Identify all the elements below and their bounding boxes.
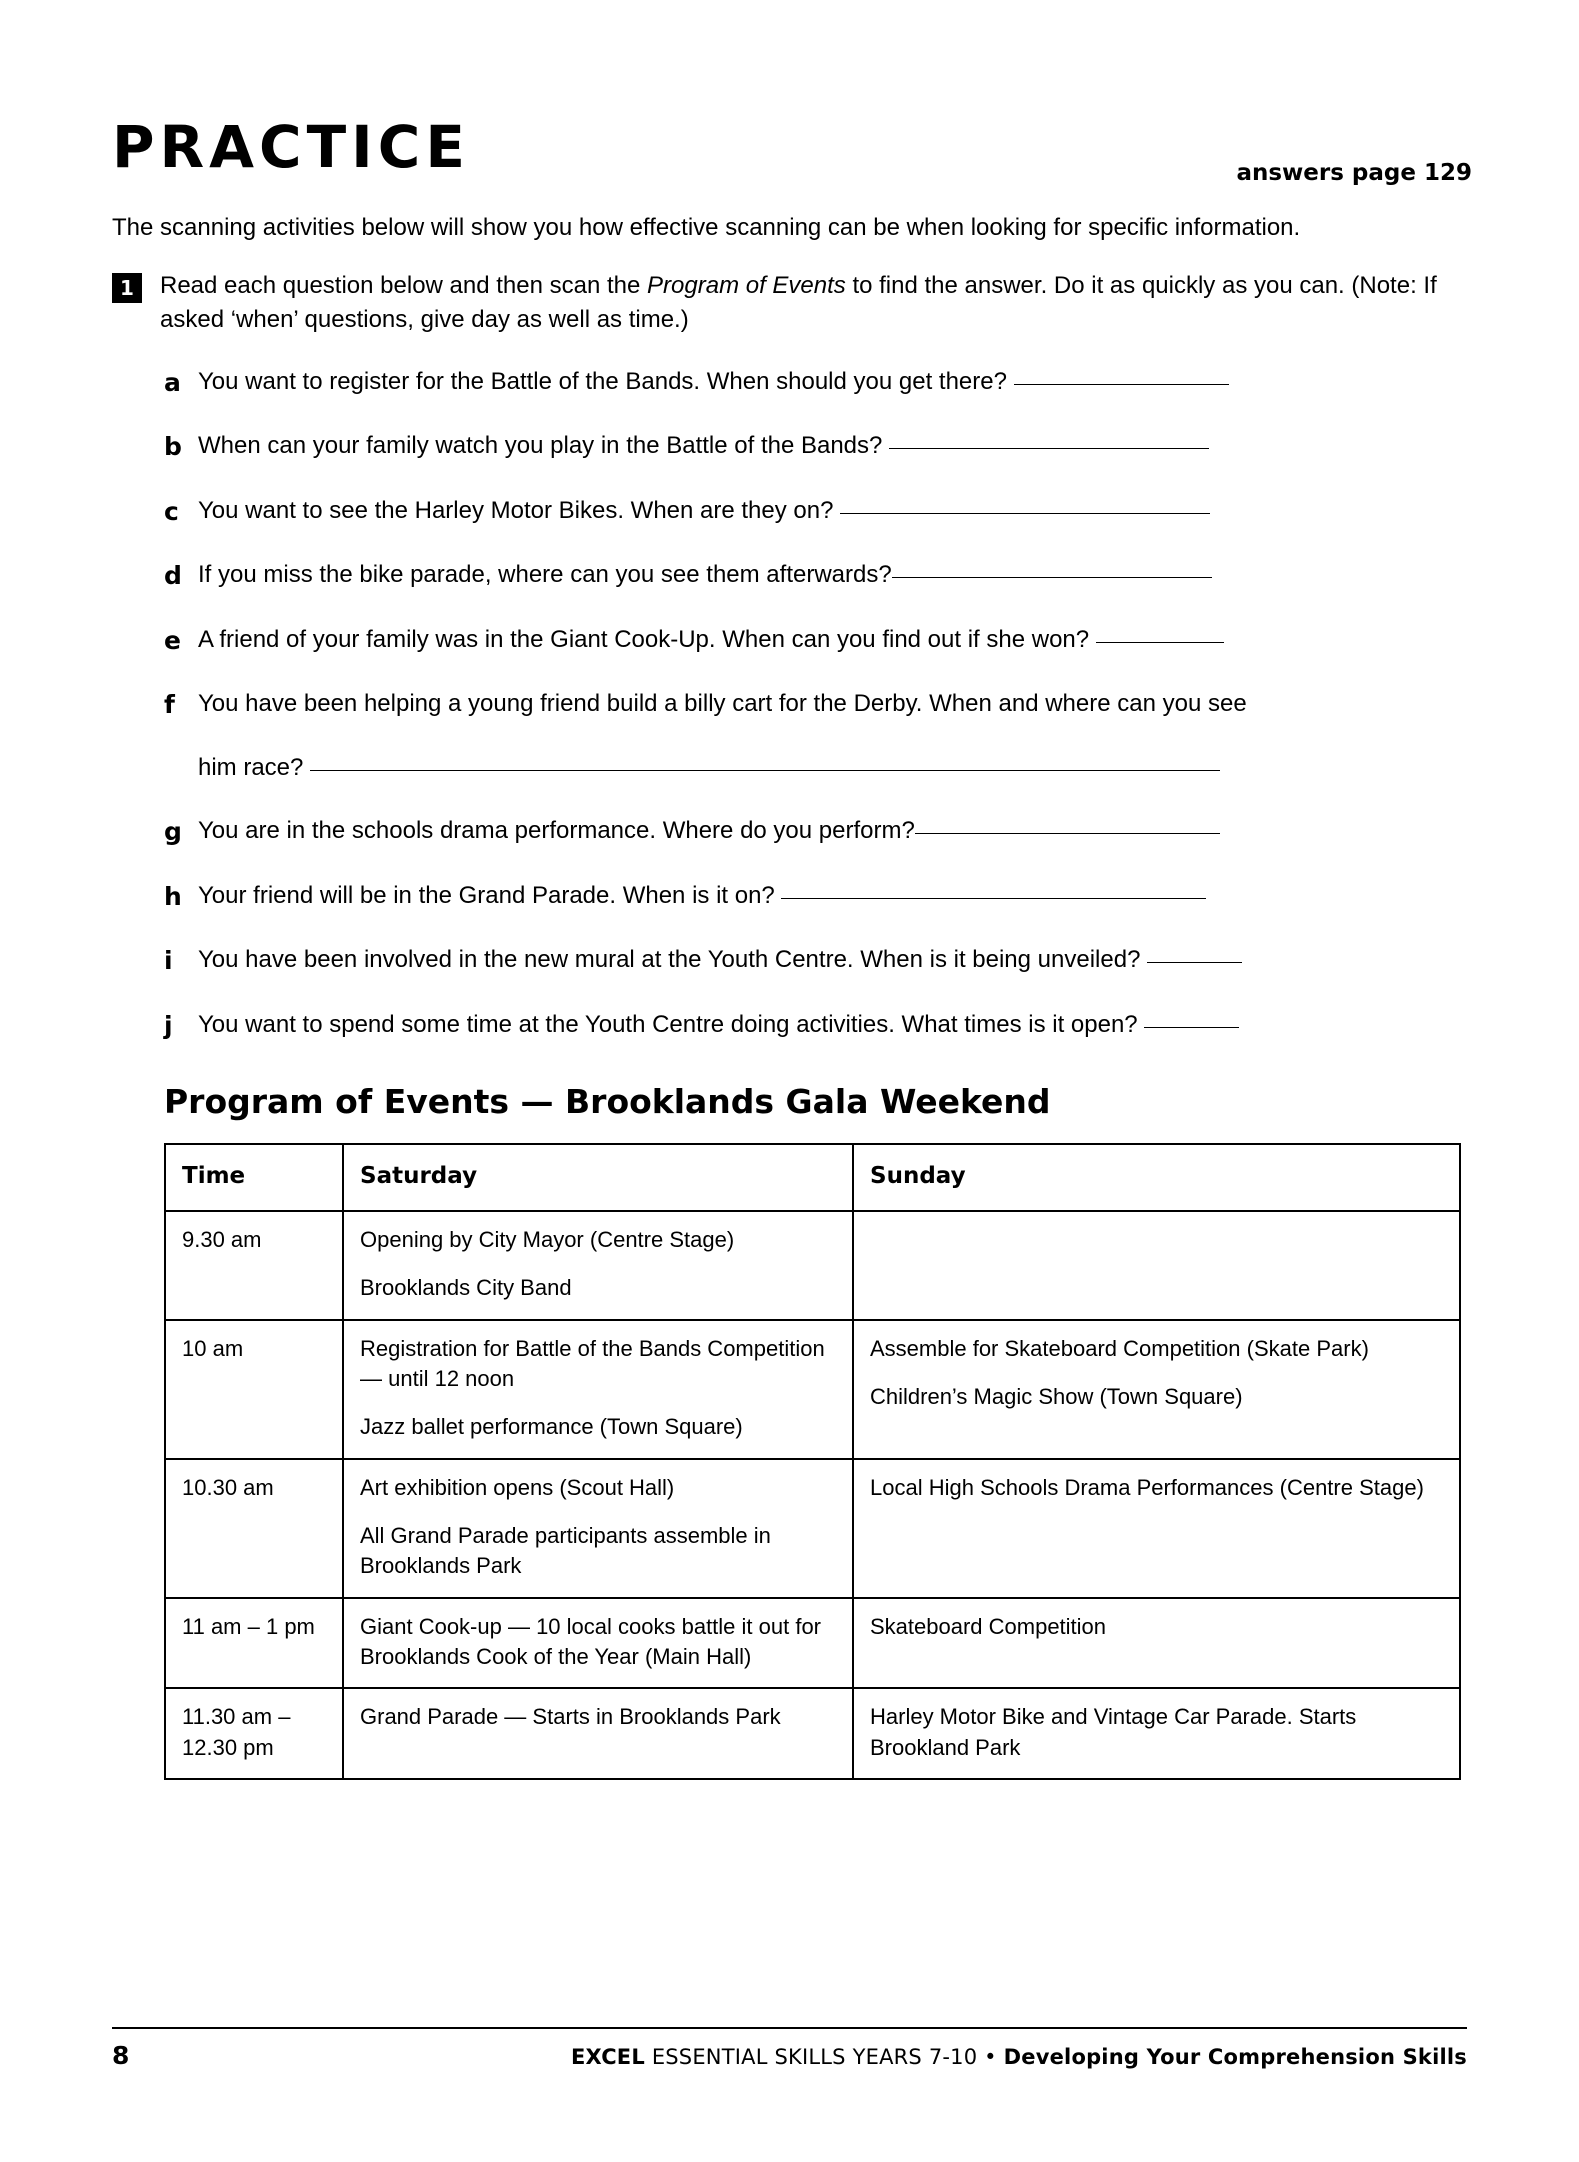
event-entry: Giant Cook-up — 10 local cooks battle it out for Brooklands Cook of the Year (Main Hall) <box>360 1613 822 1670</box>
question-1-block <box>112 269 1472 337</box>
sub-question-body <box>198 622 1472 658</box>
page-content <box>112 113 1472 1780</box>
answers-page-reference: answers page 129 <box>1236 160 1472 186</box>
sub-question-letter: d <box>164 561 182 591</box>
cell-sunday <box>853 1688 1460 1779</box>
cell-sunday <box>853 1211 1460 1320</box>
sub-question-body <box>198 878 1472 914</box>
list-item <box>164 878 1472 916</box>
answer-line[interactable] <box>1147 962 1242 963</box>
question-1-text <box>160 269 1472 337</box>
table-row <box>165 1688 1460 1779</box>
event-entry: Art exhibition opens (Scout Hall) <box>360 1474 675 1500</box>
cell-time: 11.30 am – 12.30 pm <box>165 1688 343 1779</box>
answer-line[interactable] <box>840 513 1210 514</box>
sub-question-body <box>198 364 1472 400</box>
sub-question-letter: c <box>164 496 179 526</box>
program-of-events-italic: Program of Events <box>647 272 846 300</box>
sub-question-letter: h <box>164 881 182 911</box>
sub-question-letter: f <box>164 690 175 720</box>
cell-sunday <box>853 1459 1460 1598</box>
answer-line[interactable] <box>892 577 1212 578</box>
table-row <box>165 1598 1460 1689</box>
page-footer <box>112 2027 1467 2070</box>
footer-book-title: Developing Your Comprehension Skills <box>1003 2045 1467 2069</box>
sub-question-body <box>198 813 1472 849</box>
sub-question-letter: b <box>164 432 182 462</box>
cell-time: 9.30 am <box>165 1211 343 1320</box>
column-header-time: Time <box>165 1144 343 1211</box>
list-item <box>164 428 1472 466</box>
cell-sunday <box>853 1598 1460 1689</box>
sub-question-text: You want to register for the Battle of the Bands. When should you get there? <box>198 367 1007 395</box>
event-entry: Assemble for Skateboard Competition (Skate Park) <box>870 1335 1369 1361</box>
answer-line[interactable] <box>1014 384 1229 385</box>
answer-line[interactable] <box>310 770 1220 771</box>
event-entry: Registration for Battle of the Bands Competition — until 12 noon <box>360 1335 825 1391</box>
cell-saturday <box>343 1688 853 1779</box>
answer-line[interactable] <box>1096 642 1224 643</box>
list-item <box>164 1007 1472 1045</box>
list-item <box>164 493 1472 531</box>
table-row <box>165 1211 1460 1320</box>
answer-line[interactable] <box>1144 1027 1239 1028</box>
sub-question-text: A friend of your family was in the Giant Cook-Up. When can you find out if she won? <box>198 625 1090 653</box>
page-number: 8 <box>112 2041 130 2070</box>
page-header <box>112 113 1472 204</box>
program-heading: Program of Events — Brooklands Gala Weekend <box>164 1082 1051 1122</box>
sub-question-letter: i <box>164 946 173 976</box>
cell-time: 11 am – 1 pm <box>165 1598 343 1689</box>
footer-brand: EXCEL <box>571 2045 645 2069</box>
program-of-events-table <box>164 1143 1461 1780</box>
cell-sunday <box>853 1320 1460 1459</box>
question-text-part-2: to find the answer. Do it as quickly as you can. (Note: If asked ‘when’ questions, give day as well as time.) <box>160 272 1437 334</box>
event-entry: Jazz ballet performance (Town Square) <box>360 1414 743 1440</box>
sub-question-letter: j <box>164 1010 173 1040</box>
cell-saturday <box>343 1598 853 1689</box>
sub-question-text: Your friend will be in the Grand Parade. When is it on? <box>198 881 775 909</box>
event-entry: Local High Schools Drama Performances (Centre Stage) <box>870 1474 1424 1500</box>
cell-saturday <box>343 1211 853 1320</box>
event-entry: All Grand Parade participants assemble in Brooklands Park <box>360 1522 771 1579</box>
sub-question-text: You are in the schools drama performance. Where do you perform? <box>198 817 915 845</box>
sub-question-body <box>198 942 1472 978</box>
list-item <box>164 622 1472 660</box>
cell-saturday <box>343 1459 853 1598</box>
answer-line[interactable] <box>915 833 1220 834</box>
question-text-part-1: Read each question below and then scan the <box>160 272 648 300</box>
sub-question-letter: e <box>164 625 181 655</box>
column-header-saturday: Saturday <box>343 1144 853 1211</box>
cell-time: 10 am <box>165 1320 343 1459</box>
question-number-badge: 1 <box>112 273 142 303</box>
table-row <box>165 1320 1460 1459</box>
sub-question-text: You want to see the Harley Motor Bikes. When are they on? <box>198 496 834 524</box>
sub-question-letter: g <box>164 817 182 847</box>
table-row <box>165 1459 1460 1598</box>
answer-line[interactable] <box>889 448 1209 449</box>
sub-question-body <box>198 1007 1472 1043</box>
list-item <box>164 364 1472 402</box>
event-entry: Harley Motor Bike and Vintage Car Parade. Starts Brookland Park <box>870 1704 1357 1760</box>
sub-question-letter: a <box>164 367 181 397</box>
list-item <box>164 813 1472 851</box>
cell-time: 10.30 am <box>165 1459 343 1598</box>
event-entry: Children’s Magic Show (Town Square) <box>870 1383 1243 1409</box>
event-entry: Grand Parade — Starts in Brooklands Park <box>360 1704 781 1730</box>
sub-question-text: You have been involved in the new mural at the Youth Centre. When is it being unveiled? <box>198 946 1141 974</box>
list-item <box>164 686 1472 786</box>
sub-question-second-line <box>198 750 1472 786</box>
answer-line[interactable] <box>781 898 1206 899</box>
event-entry: Brooklands City Band <box>360 1275 572 1301</box>
footer-series: ESSENTIAL SKILLS YEARS 7-10 • <box>644 2045 1004 2069</box>
sub-question-text-line2: him race? <box>198 754 304 782</box>
footer-text <box>571 2045 1467 2070</box>
event-entry: Opening by City Mayor (Centre Stage) <box>360 1226 735 1252</box>
sub-question-list <box>164 364 1472 1045</box>
column-header-sunday: Sunday <box>853 1144 1460 1211</box>
list-item <box>164 942 1472 980</box>
sub-question-body <box>198 557 1472 593</box>
sub-question-body <box>198 493 1472 529</box>
list-item <box>164 557 1472 595</box>
cell-saturday <box>343 1320 853 1459</box>
event-entry: Skateboard Competition <box>870 1613 1107 1639</box>
sub-question-text: When can your family watch you play in the Battle of the Bands? <box>198 432 883 460</box>
page-title: PRACTICE <box>112 113 470 181</box>
sub-question-body <box>198 428 1472 464</box>
sub-question-text: If you miss the bike parade, where can you see them afterwards? <box>198 561 892 589</box>
sub-question-text: You want to spend some time at the Youth Centre doing activities. What times is it open? <box>198 1010 1138 1038</box>
table-header-row <box>165 1144 1460 1211</box>
sub-question-body <box>198 686 1472 786</box>
intro-paragraph: The scanning activities below will show you how effective scanning can be when looking for specific information. <box>112 214 1301 241</box>
sub-question-text: You have been helping a young friend build a billy cart for the Derby. When and where can you see <box>198 690 1247 718</box>
